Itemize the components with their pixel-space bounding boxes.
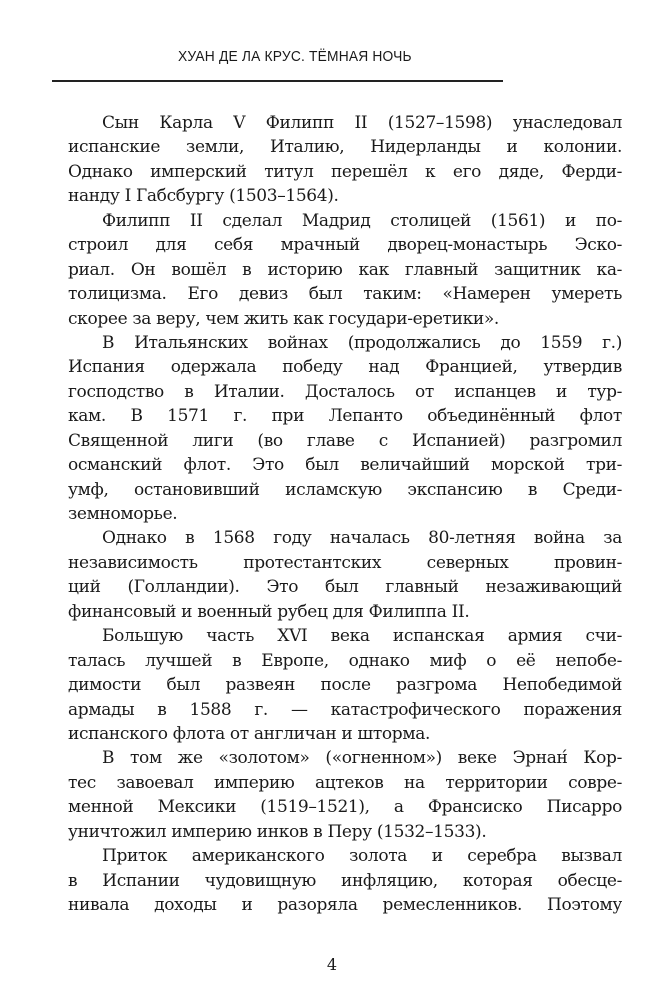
text-line: независимость протестантских северных провин- — [68, 552, 622, 573]
text-line: толицизма. Его девиз был таким: «Намерен умереть — [68, 284, 622, 305]
text-line: османский флот. Это был величайший морской три- — [68, 455, 622, 476]
text-line: в Испании чудовищную инфляцию, которая обесце- — [68, 870, 622, 891]
text-line: ций (Голландии). Это был главный незаживающий — [68, 577, 622, 598]
text-line: Большую часть XVI века испанская армия счи- — [102, 626, 622, 647]
text-line: Сын Карла V Филипп II (1527–1598) унаследовал — [102, 113, 622, 133]
text-line: менной Мексики (1519–1521), а Франсиско Писарро — [68, 797, 622, 818]
running-header: ХУАН ДЕ ЛА КРУС. ТЁМНАЯ НОЧЬ — [178, 48, 412, 65]
text-line: тес завоевал империю ацтеков на территории совре- — [68, 772, 622, 793]
header-rule — [52, 80, 503, 82]
text-line: нанду I Габсбургу (1503–1564). — [68, 186, 339, 207]
text-line: господство в Италии. Досталось от испанцев и тур- — [68, 381, 622, 402]
text-line: В том же «золотом» («огненном») веке Эрнан́ Кор- — [102, 748, 622, 769]
body-text — [68, 111, 622, 917]
text-line: скорее за веру, чем жить как государи-еретики». — [68, 308, 499, 329]
text-line: талась лучшей в Европе, однако миф о её непобе- — [68, 650, 622, 671]
text-line: Филипп II сделал Мадрид столицей (1561) и по- — [102, 210, 622, 231]
text-line: Священной лиги (во главе с Испанией) разгромил — [68, 430, 622, 451]
text-line: уничтожил империю инков в Перу (1532–1533). — [68, 821, 487, 842]
text-line: земноморье. — [68, 504, 178, 524]
text-line: испанского флота от англичан и шторма. — [68, 723, 431, 744]
text-line: испанские земли, Италию, Нидерланды и колонии. — [68, 137, 622, 158]
text-line: риал. Он вошёл в историю как главный защитник ка- — [68, 259, 622, 280]
text-line: умф, остановивший исламскую экспансию в Среди- — [68, 479, 622, 500]
text-line: димости был развеян после разгрома Непобедимой — [68, 675, 622, 696]
text-line: армады в 1588 г. — катастрофического поражения — [68, 699, 622, 720]
text-line: кам. В 1571 г. при Лепанто объединённый флот — [68, 406, 622, 427]
text-line: финансовый и военный рубец для Филиппа II. — [68, 601, 470, 622]
text-line: В Итальянских войнах (продолжались до 1559 г.) — [102, 332, 622, 353]
text-line: строил для себя мрачный дворец-монастырь Эско- — [68, 235, 622, 256]
text-line: Однако имперский титул перешёл к его дяде, Ферди- — [68, 161, 622, 182]
text-line: нивала доходы и разоряла ремесленников. Поэтому — [68, 895, 622, 915]
page-number: 4 — [326, 955, 338, 974]
text-line: Испания одержала победу над Францией, утвердив — [68, 357, 622, 378]
text-line: Однако в 1568 году началась 80-летняя война за — [102, 528, 622, 549]
text-line: Приток американского золота и серебра вызвал — [102, 846, 622, 867]
